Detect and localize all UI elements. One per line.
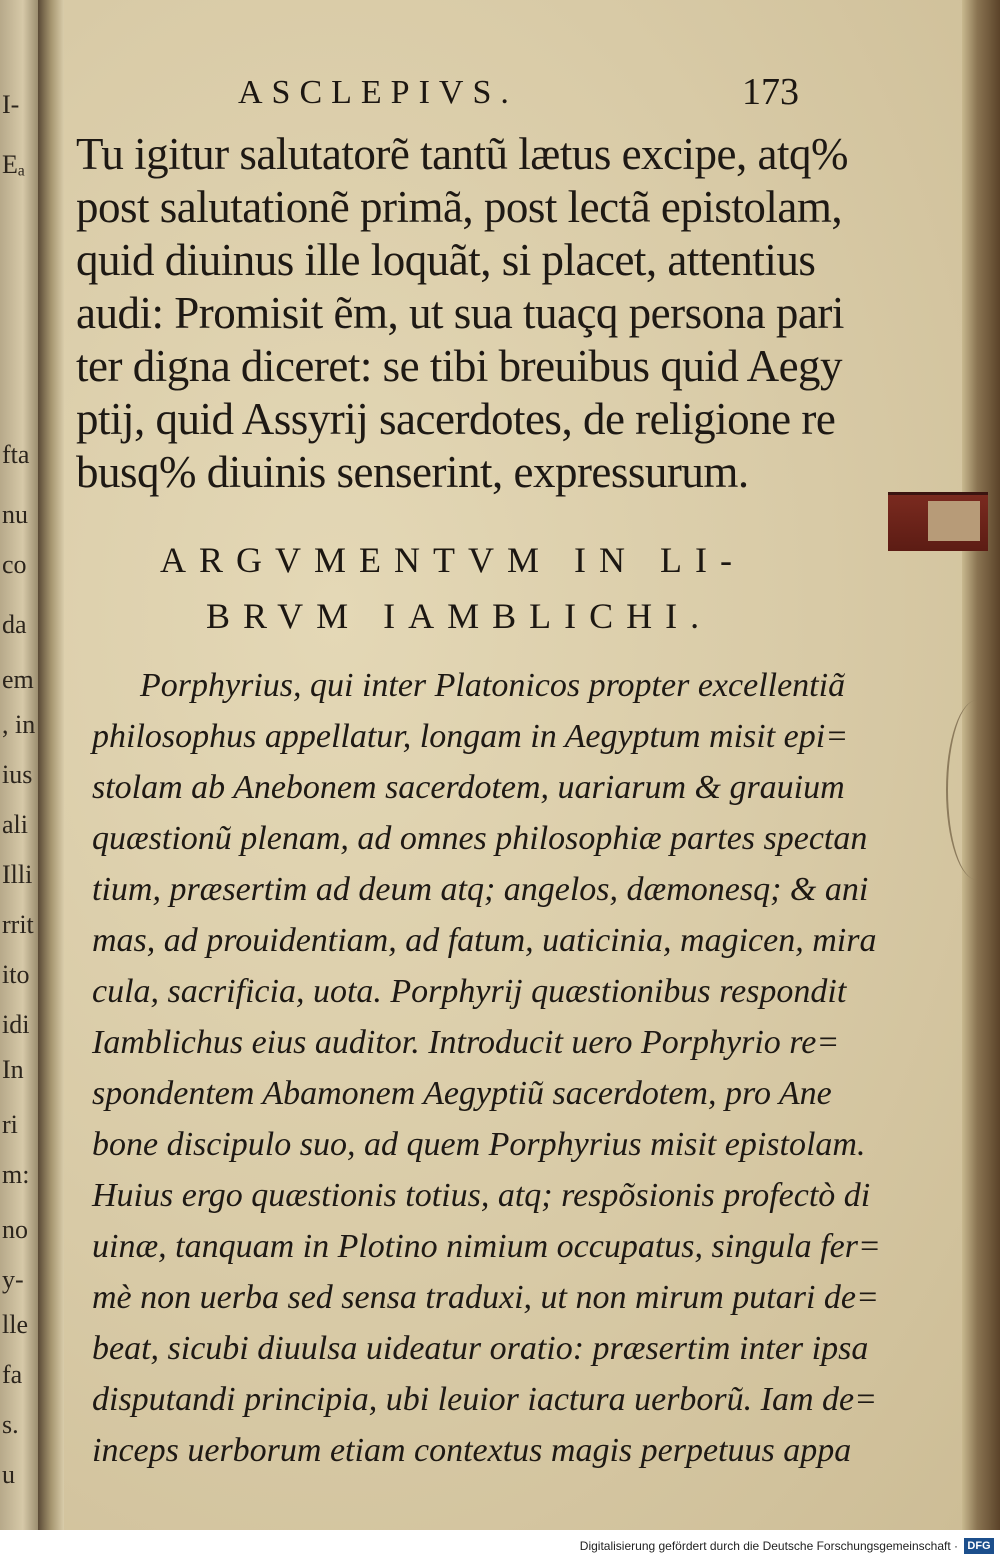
margin-fragment: rrit (2, 910, 34, 939)
margin-fragment: em (2, 665, 34, 694)
argument-line: cula, sacrificia, uota. Porphyrij quæstionibus respondit (92, 973, 847, 1010)
margin-fragment: u (2, 1460, 15, 1489)
margin-fragment: da (2, 610, 27, 639)
argument-line: philosophus appellatur, longam in Aegyptum misit epi= (92, 718, 849, 755)
margin-fragment: Eₐ (2, 150, 25, 179)
argument-line: uinæ, tanquam in Plotino nimium occupatus, singula fer= (92, 1228, 881, 1265)
argument-line: bone discipulo suo, ad quem Porphyrius misit epistolam. (92, 1126, 866, 1163)
margin-fragment: I- (2, 90, 20, 119)
dfg-logo: DFG (964, 1538, 994, 1554)
margin-fragment: lle (2, 1310, 28, 1339)
margin-fragment: co (2, 550, 27, 579)
argument-line: spondentem Abamonem Aegyptiũ sacerdotem, pro Ane (92, 1075, 832, 1112)
heading-line-1: ARGVMENTVM IN LI- (160, 540, 745, 580)
funding-credit: Digitalisierung gefördert durch die Deutsche Forschungsgemeinschaft · (579, 1539, 958, 1553)
digitization-footer (0, 1530, 1000, 1564)
margin-fragment: In (2, 1055, 24, 1084)
margin-fragment: ri (2, 1110, 18, 1139)
argument-line: Huius ergo quæstionis totius, atq; respõsionis profectò di (92, 1177, 871, 1214)
margin-fragment: no (2, 1215, 28, 1244)
margin-fragment: , in (2, 710, 36, 739)
text-line: ptij, quid Assyrij sacerdotes, de religione re (76, 394, 836, 444)
argument-line: disputandi principia, ubi leuior iactura uerborũ. Iam de= (92, 1381, 878, 1418)
margin-fragment: ius (2, 760, 33, 789)
text-line: busq% diuinis senserint, expressurum. (76, 447, 749, 497)
margin-fragment: ito (2, 960, 30, 989)
argument-line: stolam ab Anebonem sacerdotem, uariarum & grauium (92, 769, 845, 806)
text-line: ter digna diceret: se tibi breuibus quid Aegy (76, 341, 843, 391)
book-gutter (38, 0, 64, 1530)
text-line: post salutationẽ primã, post lectã epistolam, (76, 182, 843, 232)
argument-line: mas, ad prouidentiam, ad fatum, uaticinia, magicen, mira (92, 922, 877, 959)
section-heading (160, 532, 880, 644)
page-curl (946, 700, 1000, 880)
margin-fragment: idi (2, 1010, 30, 1039)
bookmark-tab (888, 492, 988, 551)
margin-fragment: nu (2, 500, 28, 529)
margin-fragments (0, 0, 38, 1530)
text-line: Tu igitur salutatorẽ tantũ lætus excipe, atq% (76, 129, 848, 179)
heading-line-2: BRVM IAMBLICHI. (206, 596, 713, 636)
argument-line: mè non uerba sed sensa traduxi, ut non mirum putari de= (92, 1279, 879, 1316)
bookmark-label (928, 501, 980, 541)
argument-text (92, 660, 881, 1476)
margin-fragment: m: (2, 1160, 30, 1189)
margin-fragment: ali (2, 810, 28, 839)
argument-line: beat, sicubi diuulsa uideatur oratio: præsertim inter ipsa (92, 1330, 869, 1367)
main-text (76, 128, 848, 499)
margin-fragment: fta (2, 440, 30, 469)
argument-line: inceps uerborum etiam contextus magis perpetuus appa (92, 1432, 852, 1469)
running-head: ASCLEPIVS. (238, 74, 518, 111)
margin-fragment: s. (2, 1410, 19, 1439)
margin-fragment: fa (2, 1360, 23, 1389)
page-number: 173 (742, 71, 799, 113)
text-line: quid diuinus ille loquãt, si placet, attentius (76, 235, 816, 285)
argument-line: Iamblichus eius auditor. Introducit uero Porphyrio re= (92, 1024, 840, 1061)
text-line: audi: Promisit ẽm, ut sua tuaçq persona pari (76, 288, 844, 338)
margin-fragment: y- (2, 1265, 24, 1294)
margin-fragment: Illi (2, 860, 33, 889)
argument-line: quæstionũ plenam, ad omnes philosophiæ partes spectan (92, 820, 868, 857)
facing-page-edge (0, 0, 38, 1530)
argument-line: Porphyrius, qui inter Platonicos propter excellentiã (140, 667, 846, 704)
argument-line: tium, præsertim ad deum atq; angelos, dæmonesq; & ani (92, 871, 869, 908)
